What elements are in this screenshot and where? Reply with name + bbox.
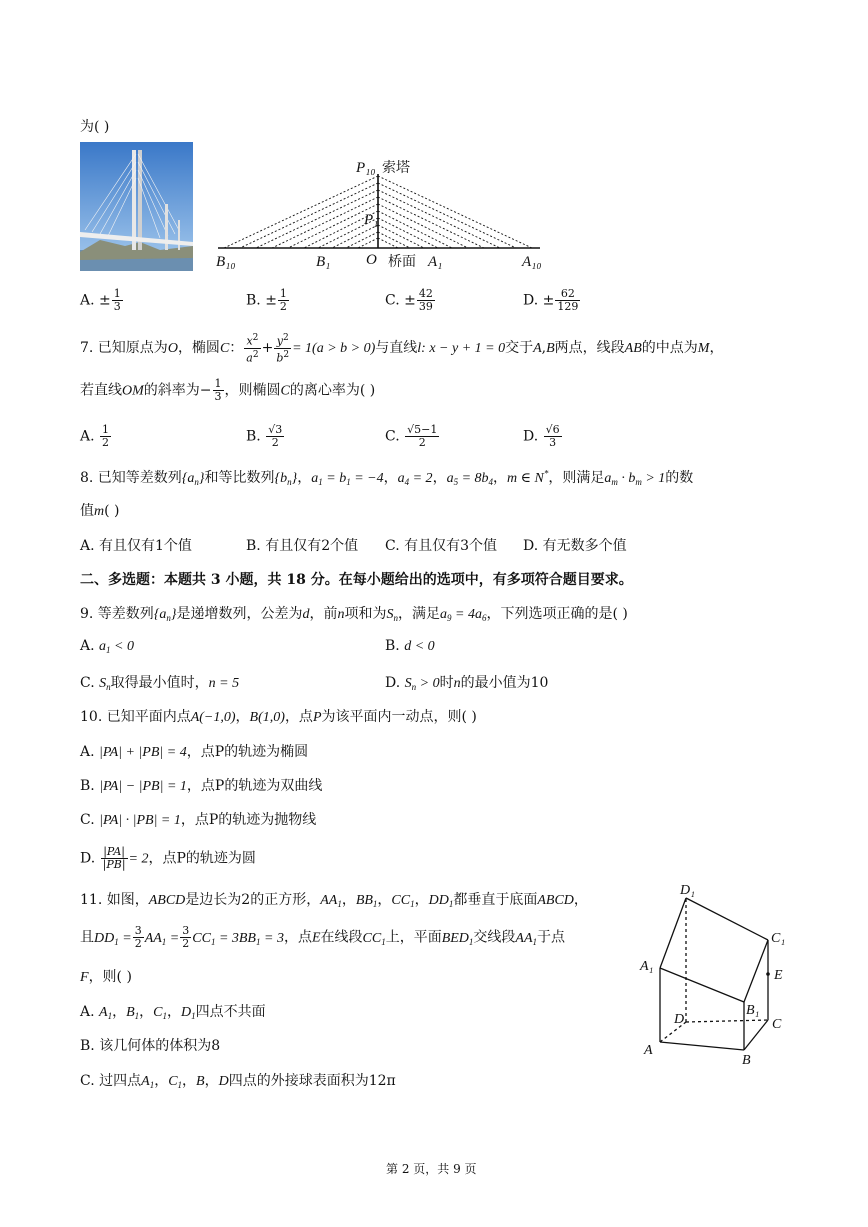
q6-option-b: B. ± $\frac{1}{2}$	[246, 287, 287, 313]
label-p10: P₁₀	[356, 160, 376, 176]
q7-option-c: C. $\frac{√5-1}{2}$	[385, 423, 438, 449]
q7-option-b: B. $\frac{√3}{2}$	[246, 423, 283, 449]
label-d: D	[674, 1012, 685, 1027]
label-c: C	[772, 1017, 782, 1032]
label-b1: B₁	[316, 254, 331, 270]
q9-option-a: A. $a_1 < 0$	[80, 638, 134, 655]
q8-option-d: D. 有无数多个值	[523, 538, 627, 554]
q11-line1: 11. 如图，ABCD是边长为2的正方形，$AA_1$，$BB_1$，$CC_1$，$DD_1$都垂直于底面ABCD，	[80, 892, 588, 909]
label-o: O	[366, 252, 377, 268]
solid-figure	[636, 880, 796, 1065]
q10-option-a: A. |PA| + |PB| = 4，点P的轨迹为椭圆	[80, 744, 309, 760]
q11-line2: 且$DD_1$ = $\frac{3}{2}$ $AA_1$ = $\frac{3}{2}$ $CC_1 = 3BB_1 = 3$，点E在线段$CC_1$上，平面$BED_1$交线段$AA_1$于点	[80, 924, 566, 950]
q7-line2: 若直线OM的斜率为− $\frac{1}{3}$ ，则椭圆C的离心率为( )	[80, 377, 376, 403]
q7-option-d: D. $\frac{√6}{3}$	[523, 423, 560, 449]
q6-option-c: C. ± $\frac{42}{39}$	[385, 287, 433, 313]
page-footer: 第 2 页，共 9 页	[386, 1162, 477, 1176]
label-b1: B₁	[746, 1003, 760, 1018]
q11-option-c: C. 过四点$A_1$，$C_1$，B，D四点的外接球表面积为12π	[80, 1073, 396, 1090]
q9-option-d: D. $S_n > 0$时n的最小值为10	[385, 675, 549, 692]
label-deck: 桥面	[388, 254, 416, 270]
q11-option-b: B. 该几何体的体积为8	[80, 1038, 221, 1054]
q8-line1: 8. 已知等差数列$\{a_n\}$和等比数列$\{b_n\}$，$a_1 = b_1 = -4$，$a_4 = 2$，$a_5 = 8b_4$，m ∈ N*，则满足$a_m \cdot b_m > 1$的数	[80, 468, 694, 487]
q10-stem: 10. 已知平面内点A(−1,0)，B(1,0)，点P为该平面内一动点，则( )	[80, 709, 477, 725]
q8-option-b: B. 有且仅有2个值	[246, 538, 359, 554]
section-heading-multi-choice: 二、多选题：本题共 3 小题，共 18 分。在每小题给出的选项中，有多项符合题目要求。	[80, 572, 633, 588]
q9-stem: 9. 等差数列$\{a_n\}$是递增数列，公差为d，前n项和为$S_n$，满足$a_9 = 4a_6$，下列选项正确的是( )	[80, 606, 628, 623]
label-e: E	[774, 968, 783, 983]
label-a1: A₁	[428, 254, 443, 270]
q6-option-d: D. ± $\frac{62}{129}$	[523, 287, 579, 313]
q10-option-c: C. |PA| · |PB| = 1，点P的轨迹为抛物线	[80, 812, 317, 828]
q10-option-d: D. $\frac{|PA|}{|PB|}$ = 2，点P的轨迹为圆	[80, 845, 256, 871]
q11-line3: F，则( )	[80, 969, 132, 985]
label-p1: P₁	[364, 212, 379, 228]
q9-option-c: C. $S_n$取得最小值时，n = 5	[80, 675, 240, 692]
label-tower: 索塔	[382, 160, 410, 176]
label-a: A	[644, 1043, 653, 1058]
q8-option-a: A. 有且仅有1个值	[80, 538, 192, 554]
label-a1: A₁	[640, 959, 654, 974]
q7-option-a: A. $\frac{1}{2}$	[80, 423, 110, 449]
q8-line2: 值m( )	[80, 503, 120, 519]
label-a10: A₁₀	[522, 254, 542, 270]
q6-tail: 为( )	[80, 119, 110, 135]
q10-option-b: B. |PA| − |PB| = 1，点P的轨迹为双曲线	[80, 778, 323, 794]
label-b10: B₁₀	[216, 254, 236, 270]
label-d1: D₁	[680, 883, 695, 898]
q9-option-b: B. d < 0	[385, 638, 435, 654]
bridge-photo	[80, 142, 193, 271]
label-b: B	[742, 1053, 751, 1065]
q6-option-a: A. ± $\frac{1}{3}$	[80, 287, 121, 313]
label-c1: C₁	[771, 931, 786, 946]
cable-bridge-diagram	[214, 152, 554, 270]
q7-line1: 7. 已知原点为O，椭圆C： $\frac{x^2}{a^2}$ + $\frac{y^2}{b^2}$ = 1(a > b > 0)与直线l: x − y + 1 = 0交于A,B两点，线段AB的中点为M，	[80, 333, 724, 365]
q11-option-a: A. $A_1$，$B_1$，$C_1$，$D_1$四点不共面	[80, 1004, 266, 1021]
q8-option-c: C. 有且仅有3个值	[385, 538, 498, 554]
